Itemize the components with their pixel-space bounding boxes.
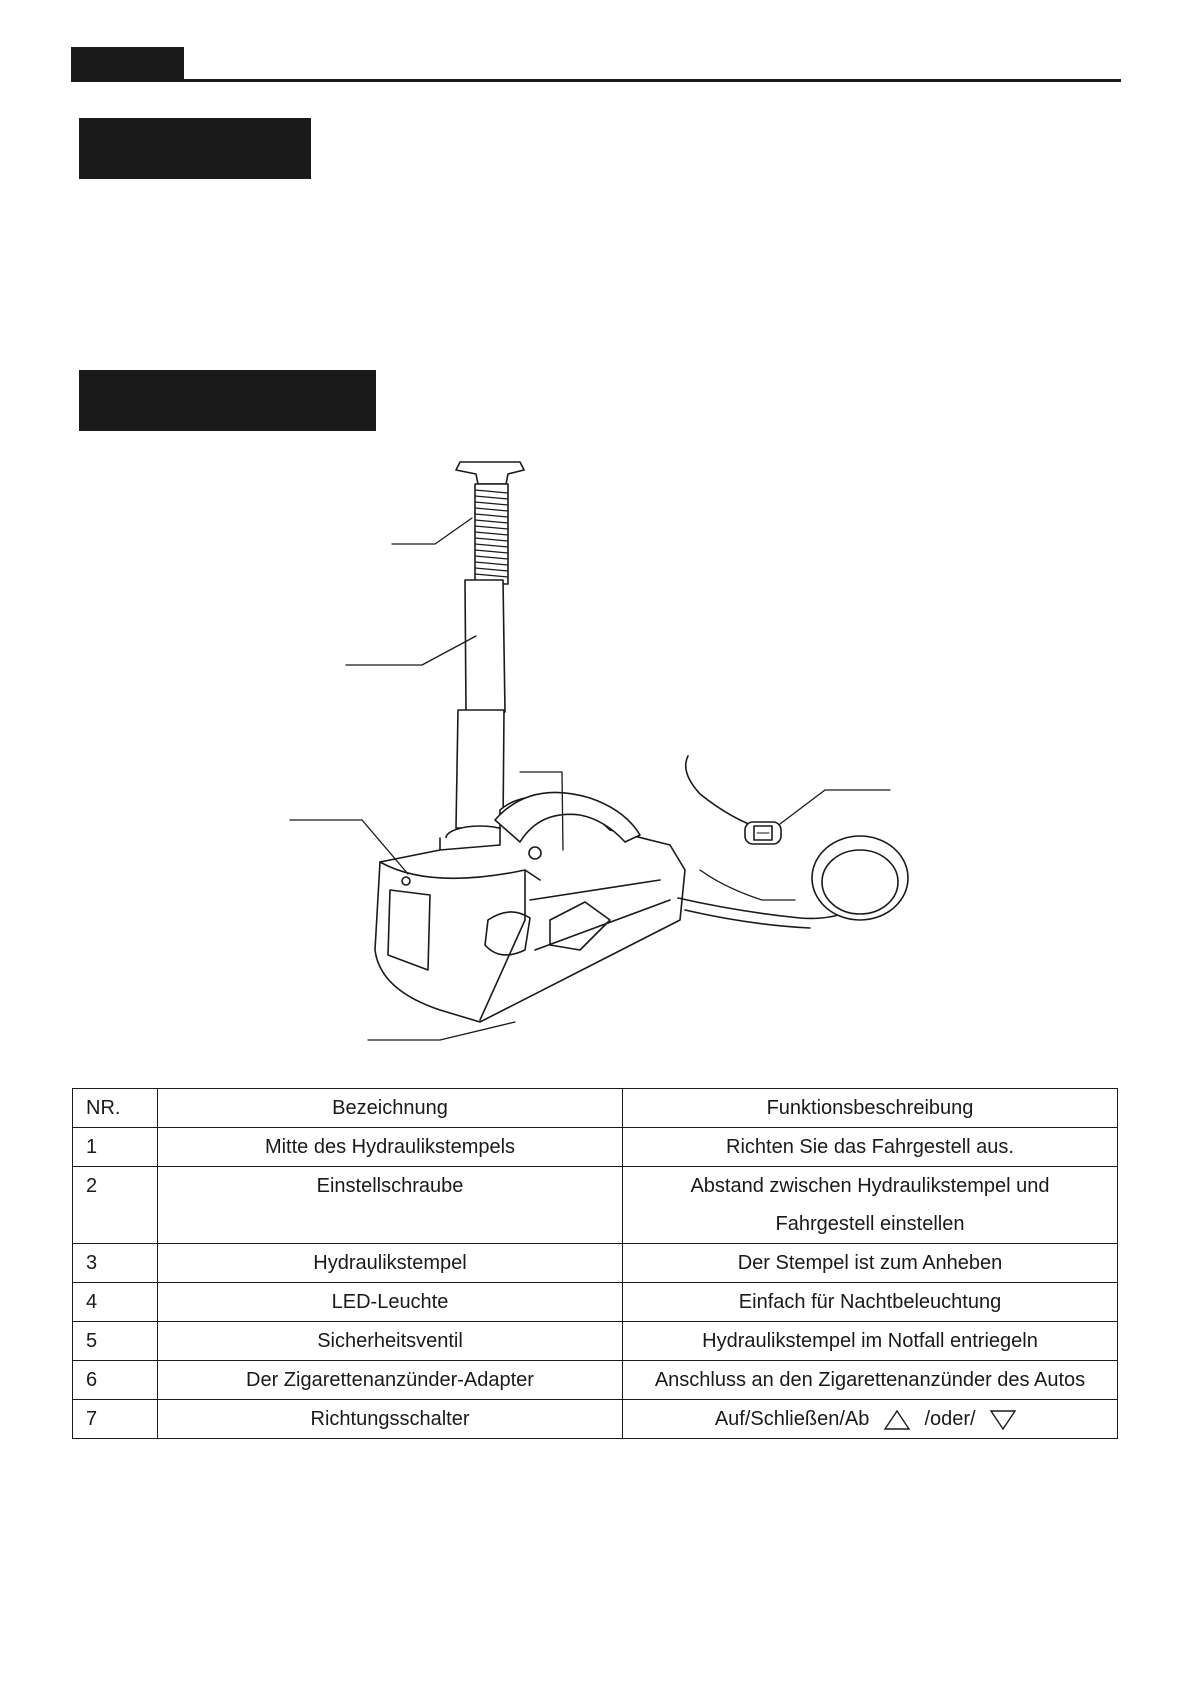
header-rule bbox=[71, 79, 1121, 82]
header-tab-block bbox=[71, 47, 184, 82]
header-function: Funktionsbeschreibung bbox=[623, 1089, 1118, 1128]
row-name: Der Zigarettenanzünder-Adapter bbox=[158, 1361, 623, 1400]
table-row bbox=[73, 1283, 1118, 1322]
row-function bbox=[623, 1400, 1118, 1439]
section-heading-block-1 bbox=[79, 118, 311, 179]
row-name: LED-Leuchte bbox=[158, 1283, 623, 1322]
row-function bbox=[623, 1167, 1118, 1244]
row-nr: 1 bbox=[73, 1128, 158, 1167]
row-function: Einfach für Nachtbeleuchtung bbox=[623, 1283, 1118, 1322]
table-row bbox=[73, 1244, 1118, 1283]
triangle-up-icon bbox=[883, 1409, 911, 1431]
row-function-line-2: Fahrgestell einstellen bbox=[775, 1213, 965, 1235]
row-function: Richten Sie das Fahrgestell aus. bbox=[623, 1128, 1118, 1167]
triangle-down-icon bbox=[989, 1409, 1017, 1431]
table-row bbox=[73, 1400, 1118, 1439]
row-function-text-a: Auf/Schließen/Ab bbox=[714, 1408, 870, 1430]
row-nr: 4 bbox=[73, 1283, 158, 1322]
row-nr: 2 bbox=[73, 1167, 158, 1244]
section-heading-block-2 bbox=[79, 370, 376, 431]
table-row bbox=[73, 1128, 1118, 1167]
row-nr: 5 bbox=[73, 1322, 158, 1361]
row-nr: 7 bbox=[73, 1400, 158, 1439]
component-table bbox=[72, 1088, 1118, 1439]
table-row bbox=[73, 1361, 1118, 1400]
hydraulic-jack-diagram bbox=[280, 450, 930, 1050]
table-header-row bbox=[73, 1089, 1118, 1128]
header-nr: NR. bbox=[73, 1089, 158, 1128]
row-function: Anschluss an den Zigarettenanzünder des Autos bbox=[623, 1361, 1118, 1400]
row-name: Einstellschraube bbox=[158, 1167, 623, 1244]
row-name: Richtungsschalter bbox=[158, 1400, 623, 1439]
row-function-text-b: /oder/ bbox=[924, 1408, 976, 1430]
row-nr: 3 bbox=[73, 1244, 158, 1283]
header-name: Bezeichnung bbox=[158, 1089, 623, 1128]
row-function: Der Stempel ist zum Anheben bbox=[623, 1244, 1118, 1283]
row-name: Sicherheitsventil bbox=[158, 1322, 623, 1361]
row-nr: 6 bbox=[73, 1361, 158, 1400]
table-row bbox=[73, 1322, 1118, 1361]
row-name: Mitte des Hydraulikstempels bbox=[158, 1128, 623, 1167]
row-name: Hydraulikstempel bbox=[158, 1244, 623, 1283]
row-function-line-1: Abstand zwischen Hydraulikstempel und bbox=[690, 1175, 1050, 1197]
row-function: Hydraulikstempel im Notfall entriegeln bbox=[623, 1322, 1118, 1361]
table-row bbox=[73, 1167, 1118, 1244]
